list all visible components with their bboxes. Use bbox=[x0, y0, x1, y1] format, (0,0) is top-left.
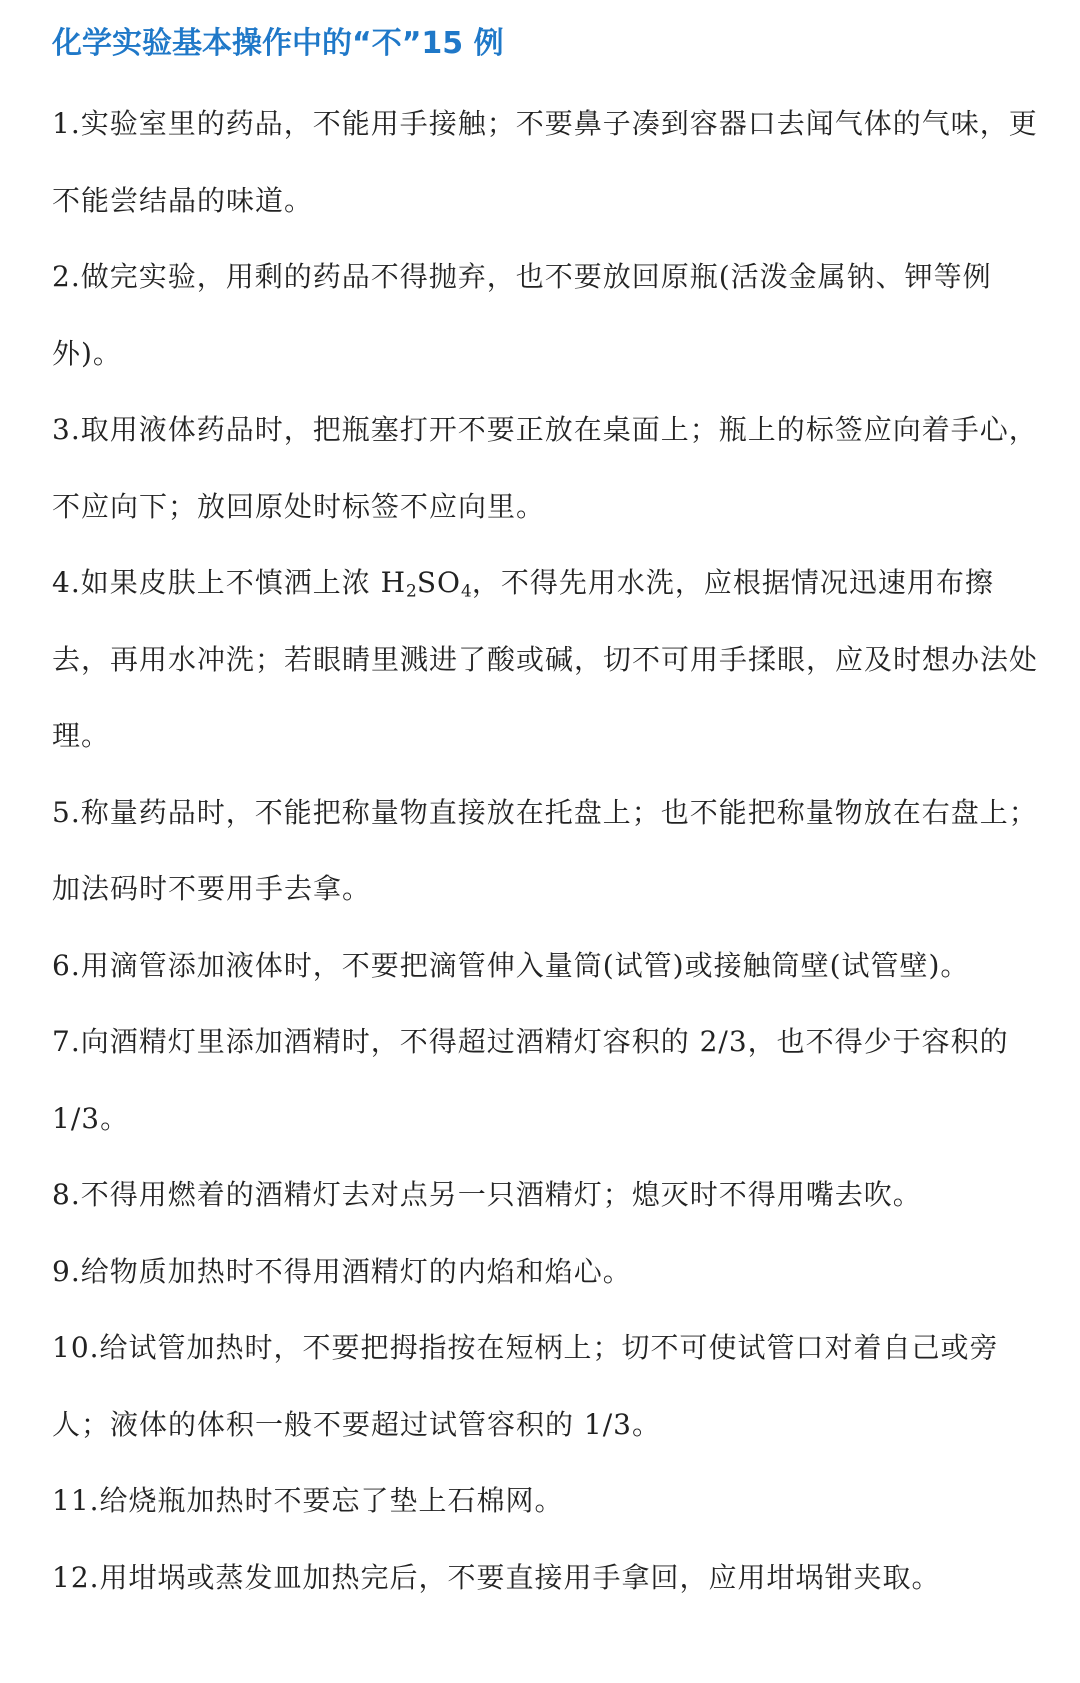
rule-item-9 bbox=[52, 1234, 1044, 1311]
rule-text: 8.不得用燃着的酒精灯去对点另一只酒精灯；熄灭时不得用嘴去吹。 bbox=[52, 1178, 922, 1211]
rule-text: 2.做完实验，用剩的药品不得抛弃，也不要放回原瓶(活泼金属钠、钾等例外)。 bbox=[52, 260, 992, 370]
rule-item-4 bbox=[52, 545, 1044, 775]
rule-item-6 bbox=[52, 928, 1044, 1005]
rule-item-12 bbox=[52, 1540, 1044, 1617]
document-title: 化学实验基本操作中的“不”15 例 bbox=[52, 26, 504, 61]
rule-text: 6.用滴管添加液体时，不要把滴管伸入量筒(试管)或接触筒壁(试管壁)。 bbox=[52, 948, 970, 982]
rule-item-11 bbox=[52, 1463, 1044, 1540]
rule-item-1 bbox=[52, 86, 1044, 239]
rule-item-10 bbox=[52, 1310, 1044, 1463]
subscript-2: 2 bbox=[406, 581, 417, 602]
rule-text-mid: SO bbox=[416, 566, 462, 599]
rule-item-3 bbox=[52, 392, 1044, 545]
rule-item-2 bbox=[52, 239, 1044, 392]
rule-text: 3.取用液体药品时，把瓶塞打开不要正放在桌面上；瓶上的标签应向着手心，不应向下；放回原处时标签不应向里。 bbox=[52, 413, 1038, 523]
rule-text: 11.给烧瓶加热时不要忘了垫上石棉网。 bbox=[52, 1484, 564, 1517]
rule-text-pre: 4.如果皮肤上不慎洒上浓 H bbox=[52, 566, 407, 599]
rule-text: 1.实验室里的药品，不能用手接触；不要鼻子凑到容器口去闻气体的气味，更不能尝结晶的味道。 bbox=[52, 107, 1038, 217]
rule-text: 12.用坩埚或蒸发皿加热完后，不要直接用手拿回，应用坩埚钳夹取。 bbox=[52, 1560, 941, 1594]
rule-item-5 bbox=[52, 775, 1044, 928]
rule-item-8 bbox=[52, 1157, 1044, 1234]
rule-text: 5.称量药品时，不能把称量物直接放在托盘上；也不能把称量物放在右盘上；加法码时不要用手去拿。 bbox=[52, 795, 1038, 905]
rules-list bbox=[52, 86, 1044, 1616]
rule-item-7 bbox=[52, 1004, 1044, 1157]
subscript-4: 4 bbox=[461, 581, 472, 602]
rule-text-post: ，不得先用水洗，应根据情况迅速用布擦去，再用水冲洗；若眼睛里溅进了酸或碱，切不可用手揉眼，应及时想办法处理。 bbox=[52, 566, 1039, 752]
rule-text: 9.给物质加热时不得用酒精灯的内焰和焰心。 bbox=[52, 1254, 632, 1288]
rule-text: 7.向酒精灯里添加酒精时，不得超过酒精灯容积的 2/3，也不得少于容积的 1/3。 bbox=[52, 1025, 1009, 1135]
rule-text: 10.给试管加热时，不要把拇指按在短柄上；切不可使试管口对着自己或旁人；液体的体积一般不要超过试管容积的 1/3。 bbox=[52, 1331, 999, 1441]
